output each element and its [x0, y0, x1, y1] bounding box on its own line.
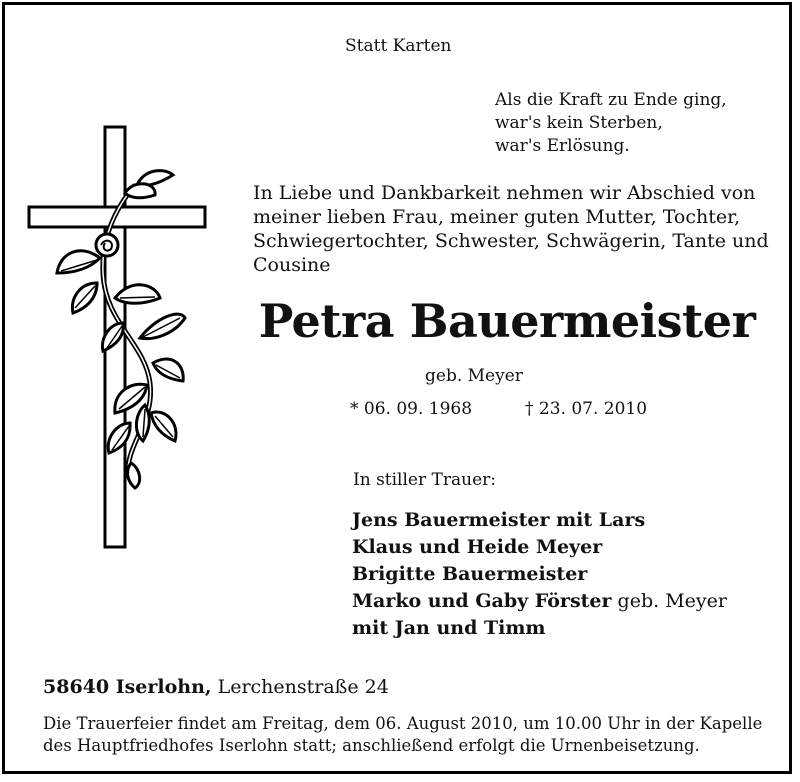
mourner-line [352, 588, 727, 615]
intro-line: Schwiegertochter, Schwester, Schwägerin, Tante und [253, 230, 769, 252]
mourner-line: mit Jan und Timm [352, 617, 546, 639]
maiden-name: geb. Meyer [425, 366, 523, 386]
quote-line: Als die Kraft zu Ende ging, [495, 90, 727, 110]
mourner-name: Marko und Gaby Förster [352, 590, 612, 612]
funeral-line: Die Trauerfeier findet am Freitag, dem 06. August 2010, um 10.00 Uhr in der Kapelle [43, 714, 763, 733]
deceased-name: Petra Bauermeister [258, 294, 756, 348]
quote [495, 89, 727, 158]
birth-date: * 06. 09. 1968 [350, 399, 473, 419]
address-city: 58640 Iserlohn, [43, 676, 212, 698]
mourner-note: geb. Meyer [611, 590, 727, 612]
intro-text [253, 181, 769, 277]
death-date: † 23. 07. 2010 [525, 399, 648, 419]
intro-line: In Liebe und Dankbarkeit nehmen wir Abschied von [253, 182, 756, 204]
funeral-notice [43, 713, 762, 757]
mourning-intro: In stiller Trauer: [353, 470, 496, 490]
mourner-line: Jens Bauermeister mit Lars [352, 509, 646, 531]
mourner-line: Klaus und Heide Meyer [352, 536, 603, 558]
address [43, 675, 389, 699]
obituary-card [2, 2, 792, 774]
mourners-list [352, 507, 727, 642]
funeral-line: des Hauptfriedhofes Iserlohn statt; anschließend erfolgt die Urnenbeisetzung. [43, 736, 700, 755]
header-text: Statt Karten [345, 36, 452, 56]
address-street: Lerchenstraße 24 [211, 676, 389, 698]
intro-line: Cousine [253, 254, 331, 276]
intro-line: meiner lieben Frau, meiner guten Mutter, Tochter, [253, 206, 741, 228]
mourner-line: Brigitte Bauermeister [352, 563, 588, 585]
quote-line: war's kein Sterben, [495, 113, 663, 133]
quote-line: war's Erlösung. [495, 136, 630, 156]
